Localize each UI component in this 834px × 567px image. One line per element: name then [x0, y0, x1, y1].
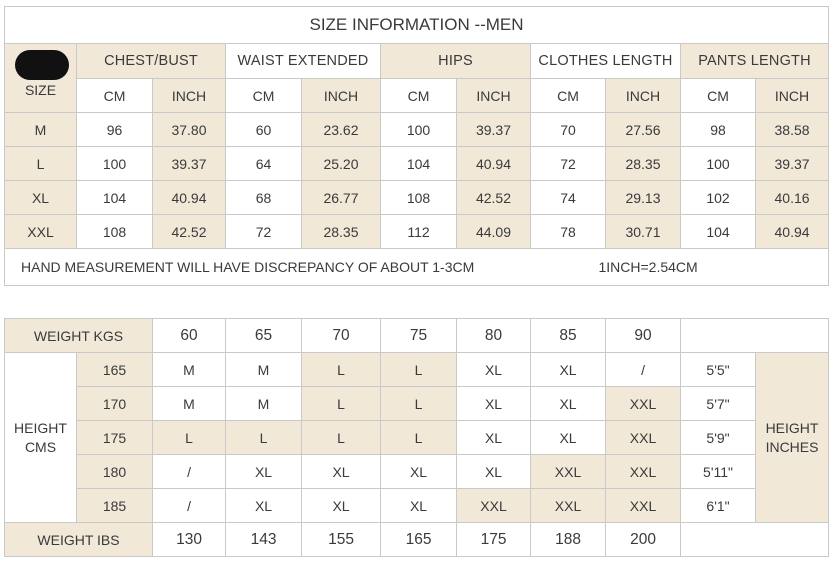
inch-value: 40.16	[756, 181, 829, 215]
height-row	[5, 353, 829, 387]
cm-value: 96	[77, 113, 153, 147]
size-header-cell	[5, 44, 77, 113]
inch-value: 38.58	[756, 113, 829, 147]
weight-height-table	[4, 318, 829, 557]
recommended-size: /	[153, 489, 226, 523]
empty-cell	[681, 319, 829, 353]
recommended-size: L	[153, 421, 226, 455]
cm-value: 98	[681, 113, 756, 147]
weight-lbs: 200	[606, 523, 681, 557]
cm-value: 100	[681, 147, 756, 181]
recommended-size: XL	[302, 489, 381, 523]
height-inches: 5'5"	[681, 353, 756, 387]
height-cm: 175	[77, 421, 153, 455]
recommended-size: L	[381, 421, 457, 455]
weight-kg: 85	[531, 319, 606, 353]
unit-inch: INCH	[153, 79, 226, 113]
weight-kg: 70	[302, 319, 381, 353]
cm-value: 104	[77, 181, 153, 215]
group-header-hips: HIPS	[381, 44, 531, 79]
height-inches: 5'9"	[681, 421, 756, 455]
weight-lbs-label: WEIGHT IBS	[5, 523, 153, 557]
recommended-size: XXL	[606, 489, 681, 523]
inch-value: 39.37	[153, 147, 226, 181]
recommended-size: XXL	[457, 489, 531, 523]
recommended-size: XL	[457, 455, 531, 489]
height-row	[5, 489, 829, 523]
group-header-clothes-length: CLOTHES LENGTH	[531, 44, 681, 79]
height-inches-label	[756, 353, 829, 523]
recommended-size: XL	[381, 489, 457, 523]
unit-inch: INCH	[756, 79, 829, 113]
recommended-size: /	[606, 353, 681, 387]
height-inches-label-line1: HEIGHT	[765, 419, 819, 436]
recommended-size: M	[226, 353, 302, 387]
inch-value: 25.20	[302, 147, 381, 181]
inch-value: 40.94	[756, 215, 829, 249]
recommended-size: M	[153, 353, 226, 387]
cm-value: 108	[77, 215, 153, 249]
unit-inch: INCH	[457, 79, 531, 113]
height-cms-label	[5, 353, 77, 523]
unit-inch: INCH	[606, 79, 681, 113]
height-cm: 165	[77, 353, 153, 387]
size-name: XL	[5, 181, 77, 215]
recommended-size: XL	[226, 489, 302, 523]
weight-kgs-label: WEIGHT KGS	[5, 319, 153, 353]
cm-value: 64	[226, 147, 302, 181]
recommended-size: XL	[381, 455, 457, 489]
weight-lbs: 155	[302, 523, 381, 557]
cm-value: 68	[226, 181, 302, 215]
group-header-pants-length: PANTS LENGTH	[681, 44, 829, 79]
unit-cm: CM	[381, 79, 457, 113]
inch-value: 44.09	[457, 215, 531, 249]
height-inches-label-line2: INCHES	[765, 438, 819, 455]
recommended-size: M	[153, 387, 226, 421]
cm-value: 104	[681, 215, 756, 249]
size-information-table	[4, 6, 829, 286]
cm-value: 102	[681, 181, 756, 215]
recommended-size: XL	[531, 421, 606, 455]
recommended-size: XL	[457, 421, 531, 455]
height-inches: 5'7"	[681, 387, 756, 421]
recommended-size: XL	[226, 455, 302, 489]
recommended-size: L	[381, 353, 457, 387]
recommended-size: XL	[457, 387, 531, 421]
weight-kg: 75	[381, 319, 457, 353]
cm-value: 60	[226, 113, 302, 147]
cm-value: 78	[531, 215, 606, 249]
recommended-size: L	[302, 353, 381, 387]
cm-value: 72	[226, 215, 302, 249]
height-cms-label-line2: CMS	[24, 438, 57, 455]
unit-inch: INCH	[302, 79, 381, 113]
recommended-size: M	[226, 387, 302, 421]
height-cm: 170	[77, 387, 153, 421]
weight-kg: 60	[153, 319, 226, 353]
recommended-size: XL	[302, 455, 381, 489]
size-name: M	[5, 113, 77, 147]
unit-cm: CM	[681, 79, 756, 113]
height-inches: 5'11"	[681, 455, 756, 489]
measurement-note-row	[5, 249, 829, 286]
weight-lbs: 175	[457, 523, 531, 557]
unit-cm: CM	[77, 79, 153, 113]
weight-kg: 80	[457, 319, 531, 353]
measurement-note: HAND MEASUREMENT WILL HAVE DISCREPANCY OF ABOUT 1-3CM	[21, 259, 475, 275]
cm-value: 70	[531, 113, 606, 147]
group-header-chest: CHEST/BUST	[77, 44, 226, 79]
recommended-size: /	[153, 455, 226, 489]
inch-value: 39.37	[457, 113, 531, 147]
inch-value: 40.94	[457, 147, 531, 181]
inch-value: 28.35	[606, 147, 681, 181]
weight-lbs: 143	[226, 523, 302, 557]
size-row	[5, 113, 829, 147]
inch-value: 27.56	[606, 113, 681, 147]
recommended-size: XL	[531, 353, 606, 387]
height-row	[5, 421, 829, 455]
weight-lbs: 165	[381, 523, 457, 557]
size-name: L	[5, 147, 77, 181]
inch-value: 37.80	[153, 113, 226, 147]
cm-value: 112	[381, 215, 457, 249]
height-cms-label-line1: HEIGHT	[14, 419, 67, 436]
recommended-size: L	[302, 387, 381, 421]
inch-value: 42.52	[153, 215, 226, 249]
cm-value: 104	[381, 147, 457, 181]
size-row	[5, 215, 829, 249]
height-cm: 185	[77, 489, 153, 523]
inch-value: 42.52	[457, 181, 531, 215]
empty-cell	[681, 523, 829, 557]
recommended-size: L	[226, 421, 302, 455]
inch-value: 39.37	[756, 147, 829, 181]
inch-value: 28.35	[302, 215, 381, 249]
group-header-waist: WAIST EXTENDED	[226, 44, 381, 79]
height-cm: 180	[77, 455, 153, 489]
inch-conversion: 1INCH=2.54CM	[598, 259, 698, 275]
height-row	[5, 455, 829, 489]
recommended-size: L	[381, 387, 457, 421]
cm-value: 74	[531, 181, 606, 215]
size-chart-title: SIZE INFORMATION --MEN	[5, 7, 829, 44]
cm-value: 72	[531, 147, 606, 181]
recommended-size: XL	[457, 353, 531, 387]
size-row	[5, 147, 829, 181]
size-row	[5, 181, 829, 215]
recommended-size: XXL	[606, 421, 681, 455]
height-row	[5, 387, 829, 421]
recommended-size: XXL	[606, 455, 681, 489]
inch-value: 26.77	[302, 181, 381, 215]
recommended-size: XL	[531, 387, 606, 421]
inch-value: 30.71	[606, 215, 681, 249]
weight-kg: 90	[606, 319, 681, 353]
cm-value: 108	[381, 181, 457, 215]
size-header: SIZE	[24, 82, 57, 98]
cm-value: 100	[77, 147, 153, 181]
weight-lbs: 130	[153, 523, 226, 557]
cm-value: 100	[381, 113, 457, 147]
recommended-size: XXL	[606, 387, 681, 421]
inch-value: 23.62	[302, 113, 381, 147]
height-inches: 6'1"	[681, 489, 756, 523]
size-name: XXL	[5, 215, 77, 249]
unit-cm: CM	[226, 79, 302, 113]
recommended-size: L	[302, 421, 381, 455]
weight-lbs: 188	[531, 523, 606, 557]
redaction-blob	[15, 50, 69, 80]
recommended-size: XXL	[531, 489, 606, 523]
inch-value: 40.94	[153, 181, 226, 215]
weight-kg: 65	[226, 319, 302, 353]
unit-cm: CM	[531, 79, 606, 113]
inch-value: 29.13	[606, 181, 681, 215]
recommended-size: XXL	[531, 455, 606, 489]
